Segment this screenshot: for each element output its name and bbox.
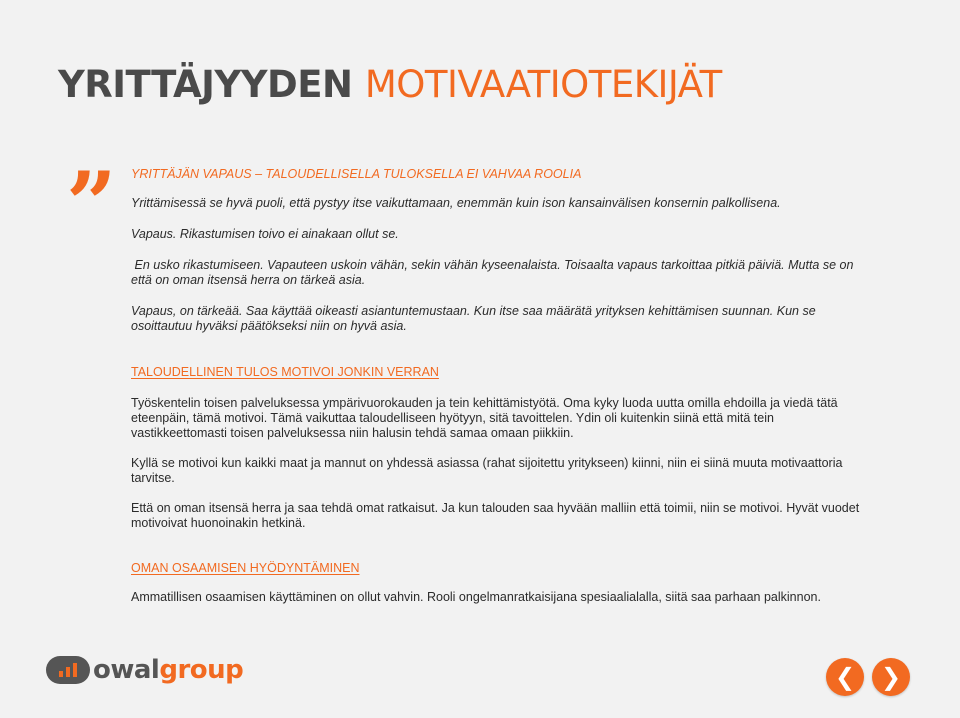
content-body	[131, 167, 871, 605]
logo-text	[93, 655, 243, 685]
quote-mark-icon: ”	[66, 152, 117, 256]
next-slide-button[interactable]	[872, 658, 910, 696]
section-heading-financial: TALOUDELLINEN TULOS MOTIVOI JONKIN VERRAN	[131, 365, 439, 379]
logo-mark-icon	[46, 656, 90, 684]
company-logo	[46, 655, 243, 685]
title-part-1: YRITTÄJYYDEN	[58, 63, 353, 106]
logo-text-part-2: group	[159, 655, 244, 685]
paragraph: Vapaus. Rikastumisen toivo ei ainakaan ollut se.	[131, 227, 399, 241]
section-heading-freedom: YRITTÄJÄN VAPAUS – TALOUDELLISELLA TULOKSELLA EI VAHVAA ROOLIA	[131, 167, 582, 181]
chevron-left-icon: ❮	[834, 663, 856, 691]
paragraph: Työskentelin toisen palveluksessa ympärivuorokauden ja tein kehittämistyötä. Oma kyky luoda uutta omilla ehdoilla ja viedä tätä eteenpäin, tämä motivoi. Tämä vaikuttaa taloudelliseen hyötyyn, sitä tavoittelen. Ydin oli kuitenkin siinä että mitä tein vastikkeettomasti toisen palveluksessa niin halusin tehdä samaa omaan piikkiin.	[131, 396, 838, 440]
logo-text-part-1: owal	[93, 655, 160, 685]
paragraph: Vapaus, on tärkeää. Saa käyttää oikeasti asiantuntemustaan. Kun itse saa määrätä yrityksen kehittämisen suunnan. Kun se osoittautuu hyväksi päätökseksi niin on hyvä asia.	[131, 304, 816, 333]
previous-slide-button[interactable]	[826, 658, 864, 696]
paragraph: Yrittämisessä se hyvä puoli, että pystyy itse vaikuttamaan, enemmän kuin ison kansainvälisen konsernin palkollisena.	[131, 196, 781, 210]
paragraph: Että on oman itsensä herra ja saa tehdä omat ratkaisut. Ja kun talouden saa hyvään malliin että toimii, niin se motivoi. Hyvät vuodet motivoivat huonoinakin hetkinä.	[131, 501, 860, 530]
section-heading-expertise: OMAN OSAAMISEN HYÖDYNTÄMINEN	[131, 561, 360, 575]
paragraph: Kyllä se motivoi kun kaikki maat ja mannut on yhdessä asiassa (rahat sijoitettu yritykseen) kiinni, niin ei siinä muuta motivaattoria tarvitse.	[131, 456, 843, 485]
page-title	[58, 63, 722, 106]
paragraph: Ammatillisen osaamisen käyttäminen on ollut vahvin. Rooli ongelmanratkaisijana spesiaalialalla, siitä saa parhaan palkinnon.	[131, 590, 821, 604]
paragraph: En usko rikastumiseen. Vapauteen uskoin vähän, sekin vähän kyseenalaista. Toisaalta vapaus tarkoittaa pitkiä päiviä. Mutta se on että on oman itsensä herra on tärkeä asia.	[131, 258, 857, 287]
chevron-right-icon: ❯	[880, 663, 902, 691]
title-part-2: MOTIVAATIOTEKIJÄT	[364, 63, 722, 106]
